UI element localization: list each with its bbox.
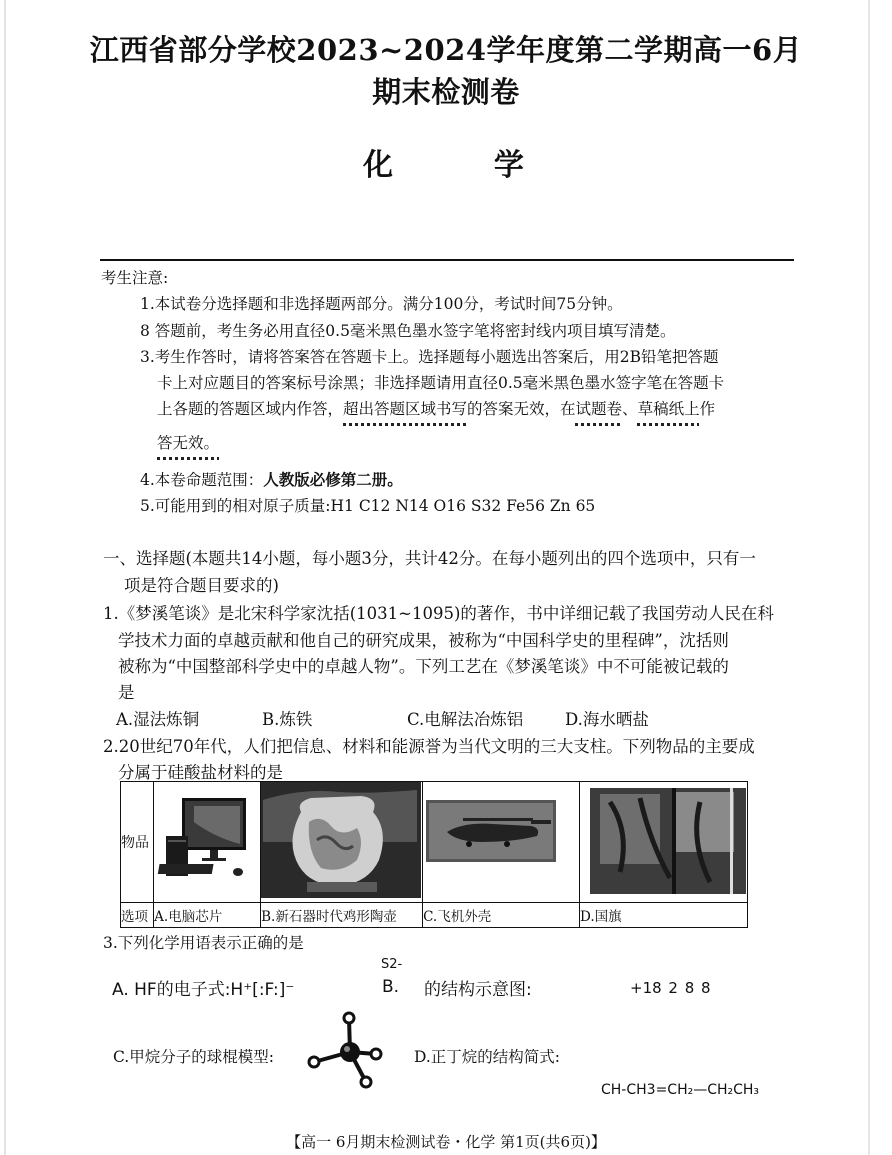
q1-line4: 是 <box>118 683 135 702</box>
notice-item-4 <box>140 468 403 490</box>
notice-item-3-line4 <box>157 431 219 453</box>
exam-title-line2: 期末检测卷 <box>372 75 520 109</box>
q3-line1: 3.下列化学用语表示正确的是 <box>103 934 304 952</box>
notice-emphasis-2: 试题卷 <box>575 400 623 418</box>
q3-option-c: C.甲烷分子的球棍模型: <box>113 1048 274 1066</box>
section1-heading-line2: 项是符合题目要求的) <box>124 576 279 595</box>
q3-option-d-formula: CH-CH3=CH₂—CH₂CH₃ <box>601 1082 760 1098</box>
notice-item-3-seg-c: 的答案无效，在 <box>467 400 576 418</box>
methane-ball-stick-model <box>306 1010 386 1094</box>
q2-option-c: C.飞机外壳 <box>423 903 580 928</box>
pottery-pot-image <box>261 782 423 903</box>
q2-line1: 2.20世纪70年代，人们把信息、材料和能源誉为当代文明的三大支柱。下列物品的主要成 <box>103 737 755 756</box>
notice-emphasis-4: 答无效。 <box>157 434 220 452</box>
q2-row-label-option: 选项 <box>121 903 154 928</box>
page-edge-left <box>4 0 6 1155</box>
exam-title-line1: 江西省部分学校2023~2024学年度第二学期高一6月 <box>89 33 803 67</box>
notice-item-3-seg-e: 、 <box>622 400 638 418</box>
section1-heading-line1: 一、选择题(本题共14小题，每小题3分，共计42分。在每小题列出的四个选项中，只有一 <box>103 549 756 568</box>
national-flag-image <box>580 782 748 903</box>
q1-option-b: B.炼铁 <box>262 710 313 729</box>
notice-item-3-line1: 3.考生作答时，请将答案答在答题卡上。选择题每小题选出答案后，用2B铅笔把答题 <box>140 348 719 366</box>
page-footer: 【高一 6月期末检测试卷・化学 第1页(共6页)】 <box>286 1133 606 1151</box>
q1-option-a: A.湿法炼铜 <box>116 710 200 729</box>
q3-option-b-ion: S2- <box>381 957 403 972</box>
notice-item-3-seg-a: 上各题的答题区域内作答， <box>157 400 344 418</box>
q1-line3: 被称为“中国整部科学史中的卓越人物”。下列工艺在《梦溪笔谈》中不可能被记载的 <box>118 657 729 676</box>
q2-option-a: A.电脑芯片 <box>154 903 261 928</box>
notice-item-2: 8 答题前，考生务必用直径0.5毫米黑色墨水签字笔将密封线内项目填写清楚。 <box>140 322 676 340</box>
notice-heading: 考生注意: <box>101 269 169 287</box>
q3-option-a: A. HF的电子式:H⁺[:F:]⁻ <box>112 980 295 1000</box>
q3-option-b-text: 的结构示意图: <box>424 980 532 1000</box>
notice-item-3-line2: 卡上对应题目的答案标号涂黑；非选择题请用直径0.5毫米黑色墨水签字笔在答题卡 <box>157 374 725 392</box>
q3-option-d: D.正丁烷的结构简式: <box>414 1048 561 1066</box>
subject-title: 化 学 <box>363 148 524 183</box>
q2-option-b: B.新石器时代鸡形陶壶 <box>261 903 423 928</box>
notice-item-5: 5.可能用到的相对原子质量:H1 C12 N14 O16 S32 Fe56 Zn 65 <box>140 497 596 515</box>
q3-option-b-diagram: +18 2 8 8 <box>630 979 711 997</box>
notice-item-4-scope: 人教版必修第二册。 <box>263 470 403 489</box>
q1-option-d: D.海水晒盐 <box>565 710 649 729</box>
notice-emphasis-3: 草稿纸上 <box>637 400 700 418</box>
q2-row-label-item: 物品 <box>121 782 154 903</box>
q1-option-c: C.电解法冶炼铝 <box>407 710 524 729</box>
q2-option-d: D.国旗 <box>580 903 748 928</box>
header-divider <box>100 259 794 261</box>
q3-option-b-label: B. <box>382 977 400 997</box>
notice-item-1: 1.本试卷分选择题和非选择题两部分。满分100分，考试时间75分钟。 <box>140 295 623 313</box>
notice-item-3-seg-g: 作 <box>699 400 716 418</box>
notice-item-4-prefix: 4.本卷命题范围： <box>140 471 264 489</box>
q2-items-table <box>120 781 748 928</box>
notice-item-3-line3 <box>157 397 715 419</box>
q1-line2: 学技术力面的卓越贡献和他自己的研究成果，被称为“中国科学史的里程碑”，沈括则 <box>118 631 729 650</box>
notice-emphasis-1: 超出答题区域书写 <box>343 400 468 418</box>
page-edge-right <box>868 0 870 1155</box>
q2-line2: 分属于硅酸盐材料的是 <box>118 763 283 782</box>
aircraft-image <box>423 782 580 903</box>
q1-line1: 1.《梦溪笔谈》是北宋科学家沈括(1031~1095)的著作，书中详细记载了我国劳动人民在科 <box>103 604 774 623</box>
computer-image <box>154 782 261 903</box>
